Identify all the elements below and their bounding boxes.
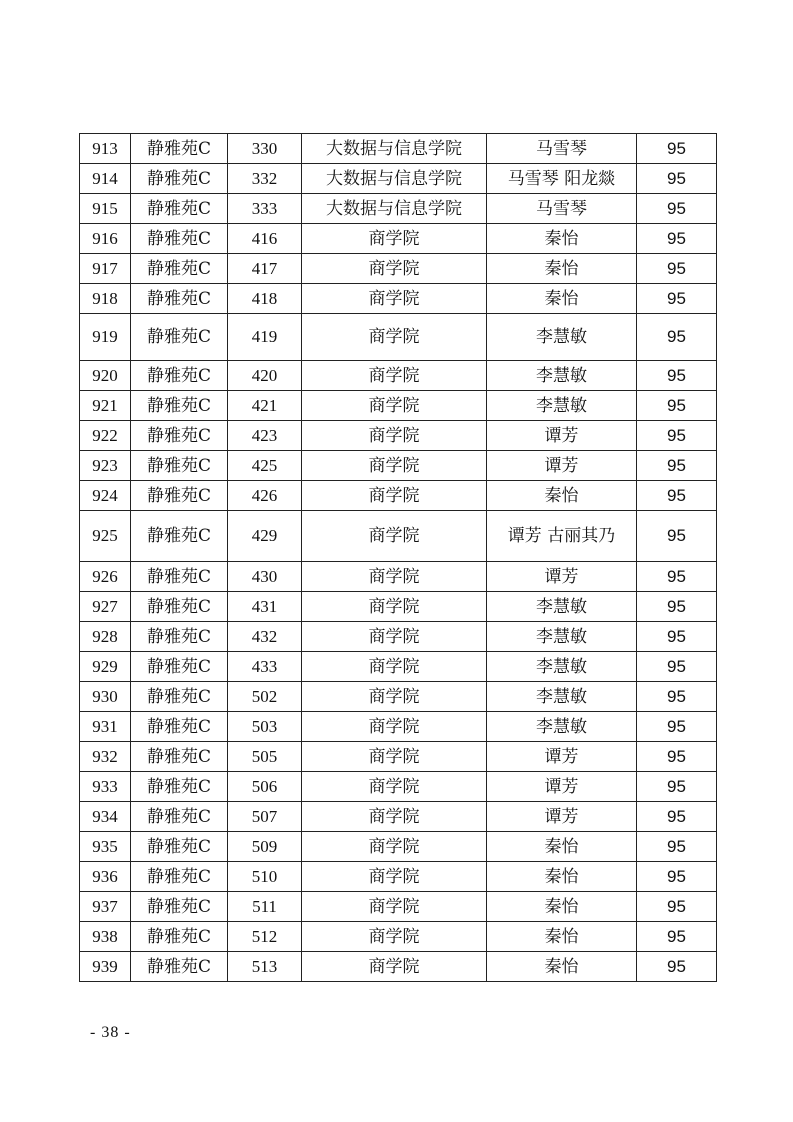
- cell-college: 商学院: [302, 772, 487, 802]
- cell-college: 商学院: [302, 652, 487, 682]
- cell-building: 静雅苑C: [131, 284, 228, 314]
- cell-score: 95: [637, 314, 717, 361]
- cell-room: 416: [228, 224, 302, 254]
- cell-college: 商学院: [302, 562, 487, 592]
- cell-teacher: 李慧敏: [487, 622, 637, 652]
- table-row: [80, 361, 717, 391]
- cell-room: 506: [228, 772, 302, 802]
- cell-score: 95: [637, 361, 717, 391]
- cell-number: 918: [80, 284, 131, 314]
- cell-number: 939: [80, 952, 131, 982]
- cell-building: 静雅苑C: [131, 421, 228, 451]
- table-row: [80, 772, 717, 802]
- cell-teacher: 秦怡: [487, 481, 637, 511]
- table-row: [80, 164, 717, 194]
- cell-room: 418: [228, 284, 302, 314]
- cell-teacher: 谭芳 古丽其乃: [487, 511, 637, 562]
- table-row: [80, 682, 717, 712]
- cell-score: 95: [637, 772, 717, 802]
- cell-teacher: 秦怡: [487, 862, 637, 892]
- cell-room: 330: [228, 134, 302, 164]
- cell-college: 商学院: [302, 511, 487, 562]
- cell-score: 95: [637, 562, 717, 592]
- cell-room: 502: [228, 682, 302, 712]
- table-row: [80, 922, 717, 952]
- table-row: [80, 712, 717, 742]
- cell-score: 95: [637, 952, 717, 982]
- cell-room: 511: [228, 892, 302, 922]
- cell-college: 大数据与信息学院: [302, 164, 487, 194]
- table-row: [80, 892, 717, 922]
- cell-number: 932: [80, 742, 131, 772]
- cell-room: 431: [228, 592, 302, 622]
- cell-building: 静雅苑C: [131, 361, 228, 391]
- cell-room: 505: [228, 742, 302, 772]
- cell-building: 静雅苑C: [131, 622, 228, 652]
- cell-building: 静雅苑C: [131, 742, 228, 772]
- table-row: [80, 802, 717, 832]
- cell-room: 419: [228, 314, 302, 361]
- cell-building: 静雅苑C: [131, 802, 228, 832]
- cell-college: 商学院: [302, 622, 487, 652]
- cell-teacher: 谭芳: [487, 421, 637, 451]
- cell-score: 95: [637, 592, 717, 622]
- cell-room: 432: [228, 622, 302, 652]
- table-row: [80, 652, 717, 682]
- cell-room: 510: [228, 862, 302, 892]
- cell-college: 商学院: [302, 952, 487, 982]
- cell-college: 商学院: [302, 361, 487, 391]
- cell-building: 静雅苑C: [131, 194, 228, 224]
- cell-teacher: 李慧敏: [487, 712, 637, 742]
- cell-building: 静雅苑C: [131, 652, 228, 682]
- cell-score: 95: [637, 892, 717, 922]
- cell-teacher: 马雪琴 阳龙燚: [487, 164, 637, 194]
- cell-teacher: 李慧敏: [487, 592, 637, 622]
- cell-teacher: 李慧敏: [487, 391, 637, 421]
- cell-score: 95: [637, 194, 717, 224]
- cell-room: 426: [228, 481, 302, 511]
- cell-building: 静雅苑C: [131, 922, 228, 952]
- cell-building: 静雅苑C: [131, 592, 228, 622]
- cell-number: 917: [80, 254, 131, 284]
- cell-college: 商学院: [302, 451, 487, 481]
- cell-teacher: 秦怡: [487, 922, 637, 952]
- cell-score: 95: [637, 451, 717, 481]
- cell-number: 916: [80, 224, 131, 254]
- cell-building: 静雅苑C: [131, 772, 228, 802]
- cell-score: 95: [637, 862, 717, 892]
- cell-college: 商学院: [302, 314, 487, 361]
- cell-room: 333: [228, 194, 302, 224]
- cell-room: 503: [228, 712, 302, 742]
- cell-building: 静雅苑C: [131, 391, 228, 421]
- cell-number: 933: [80, 772, 131, 802]
- cell-college: 商学院: [302, 892, 487, 922]
- table-row: [80, 451, 717, 481]
- table-row: [80, 134, 717, 164]
- cell-building: 静雅苑C: [131, 832, 228, 862]
- cell-teacher: 李慧敏: [487, 652, 637, 682]
- cell-number: 914: [80, 164, 131, 194]
- cell-room: 423: [228, 421, 302, 451]
- cell-college: 商学院: [302, 712, 487, 742]
- cell-score: 95: [637, 622, 717, 652]
- cell-college: 商学院: [302, 802, 487, 832]
- table-row: [80, 194, 717, 224]
- cell-number: 934: [80, 802, 131, 832]
- cell-room: 509: [228, 832, 302, 862]
- cell-number: 922: [80, 421, 131, 451]
- cell-score: 95: [637, 682, 717, 712]
- cell-number: 915: [80, 194, 131, 224]
- cell-score: 95: [637, 832, 717, 862]
- cell-teacher: 谭芳: [487, 802, 637, 832]
- cell-college: 商学院: [302, 421, 487, 451]
- table-row: [80, 511, 717, 562]
- cell-number: 935: [80, 832, 131, 862]
- cell-college: 大数据与信息学院: [302, 134, 487, 164]
- cell-college: 商学院: [302, 592, 487, 622]
- cell-score: 95: [637, 421, 717, 451]
- cell-college: 商学院: [302, 862, 487, 892]
- cell-college: 商学院: [302, 682, 487, 712]
- cell-score: 95: [637, 922, 717, 952]
- cell-score: 95: [637, 511, 717, 562]
- cell-teacher: 谭芳: [487, 562, 637, 592]
- cell-college: 大数据与信息学院: [302, 194, 487, 224]
- cell-building: 静雅苑C: [131, 164, 228, 194]
- cell-number: 936: [80, 862, 131, 892]
- cell-college: 商学院: [302, 742, 487, 772]
- cell-score: 95: [637, 712, 717, 742]
- table-row: [80, 952, 717, 982]
- cell-college: 商学院: [302, 224, 487, 254]
- cell-number: 926: [80, 562, 131, 592]
- cell-building: 静雅苑C: [131, 511, 228, 562]
- cell-score: 95: [637, 164, 717, 194]
- cell-building: 静雅苑C: [131, 481, 228, 511]
- cell-number: 928: [80, 622, 131, 652]
- cell-number: 925: [80, 511, 131, 562]
- table-row: [80, 314, 717, 361]
- cell-building: 静雅苑C: [131, 892, 228, 922]
- cell-building: 静雅苑C: [131, 562, 228, 592]
- cell-teacher: 马雪琴: [487, 194, 637, 224]
- cell-building: 静雅苑C: [131, 862, 228, 892]
- cell-room: 421: [228, 391, 302, 421]
- cell-teacher: 秦怡: [487, 952, 637, 982]
- cell-teacher: 秦怡: [487, 224, 637, 254]
- cell-number: 927: [80, 592, 131, 622]
- cell-building: 静雅苑C: [131, 952, 228, 982]
- cell-room: 512: [228, 922, 302, 952]
- table-row: [80, 742, 717, 772]
- page-number: - 38 -: [90, 1024, 131, 1041]
- cell-teacher: 李慧敏: [487, 314, 637, 361]
- cell-number: 913: [80, 134, 131, 164]
- cell-number: 929: [80, 652, 131, 682]
- cell-number: 923: [80, 451, 131, 481]
- cell-room: 332: [228, 164, 302, 194]
- table-row: [80, 832, 717, 862]
- table-row: [80, 224, 717, 254]
- cell-number: 931: [80, 712, 131, 742]
- cell-room: 417: [228, 254, 302, 284]
- table-row: [80, 562, 717, 592]
- cell-score: 95: [637, 742, 717, 772]
- cell-number: 919: [80, 314, 131, 361]
- dormitory-score-table: [79, 133, 717, 982]
- cell-number: 921: [80, 391, 131, 421]
- cell-teacher: 李慧敏: [487, 361, 637, 391]
- cell-teacher: 秦怡: [487, 254, 637, 284]
- table-row: [80, 481, 717, 511]
- cell-number: 920: [80, 361, 131, 391]
- cell-score: 95: [637, 802, 717, 832]
- table-body: [80, 134, 717, 982]
- cell-college: 商学院: [302, 254, 487, 284]
- table-row: [80, 421, 717, 451]
- cell-teacher: 李慧敏: [487, 682, 637, 712]
- cell-room: 513: [228, 952, 302, 982]
- cell-teacher: 谭芳: [487, 451, 637, 481]
- cell-score: 95: [637, 224, 717, 254]
- cell-teacher: 马雪琴: [487, 134, 637, 164]
- table-row: [80, 592, 717, 622]
- table-row: [80, 254, 717, 284]
- cell-building: 静雅苑C: [131, 314, 228, 361]
- cell-room: 420: [228, 361, 302, 391]
- cell-score: 95: [637, 481, 717, 511]
- cell-score: 95: [637, 254, 717, 284]
- cell-score: 95: [637, 652, 717, 682]
- table-row: [80, 862, 717, 892]
- cell-college: 商学院: [302, 922, 487, 952]
- cell-teacher: 秦怡: [487, 892, 637, 922]
- cell-teacher: 谭芳: [487, 772, 637, 802]
- cell-room: 433: [228, 652, 302, 682]
- table-row: [80, 622, 717, 652]
- cell-number: 938: [80, 922, 131, 952]
- cell-teacher: 秦怡: [487, 284, 637, 314]
- cell-building: 静雅苑C: [131, 254, 228, 284]
- cell-number: 924: [80, 481, 131, 511]
- cell-college: 商学院: [302, 284, 487, 314]
- cell-room: 429: [228, 511, 302, 562]
- cell-building: 静雅苑C: [131, 451, 228, 481]
- cell-number: 937: [80, 892, 131, 922]
- cell-college: 商学院: [302, 832, 487, 862]
- cell-room: 430: [228, 562, 302, 592]
- cell-room: 507: [228, 802, 302, 832]
- cell-building: 静雅苑C: [131, 224, 228, 254]
- cell-college: 商学院: [302, 391, 487, 421]
- table-row: [80, 391, 717, 421]
- cell-college: 商学院: [302, 481, 487, 511]
- cell-score: 95: [637, 284, 717, 314]
- cell-room: 425: [228, 451, 302, 481]
- cell-teacher: 谭芳: [487, 742, 637, 772]
- table-row: [80, 284, 717, 314]
- cell-teacher: 秦怡: [487, 832, 637, 862]
- cell-building: 静雅苑C: [131, 134, 228, 164]
- cell-number: 930: [80, 682, 131, 712]
- cell-building: 静雅苑C: [131, 712, 228, 742]
- cell-score: 95: [637, 134, 717, 164]
- cell-score: 95: [637, 391, 717, 421]
- cell-building: 静雅苑C: [131, 682, 228, 712]
